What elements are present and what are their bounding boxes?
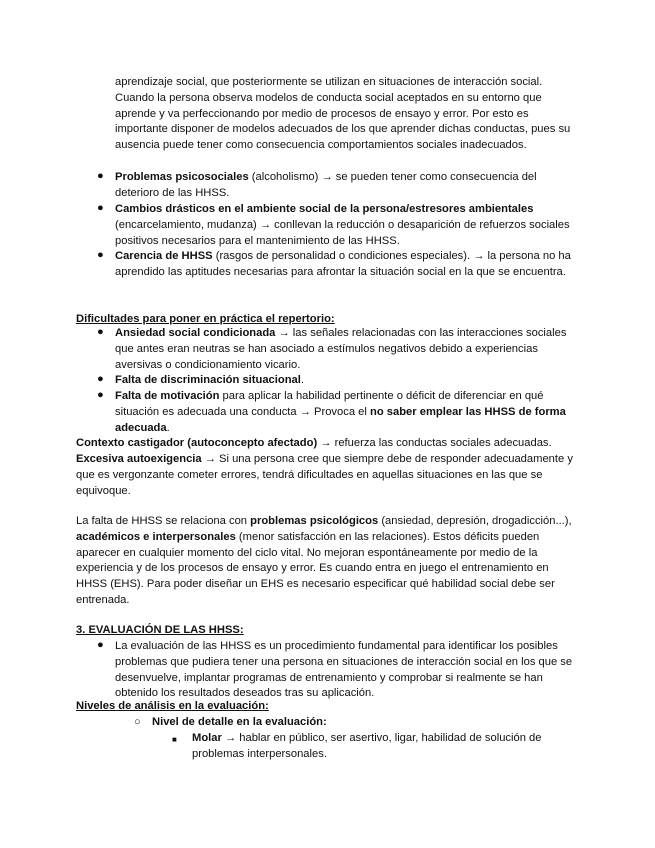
difficulty-text: → las señales relacionadas con las interacciones sociales que antes eran neutras se han asociado a estímulos negativos debido a experiencias aversivas o condicionamiento vicario. bbox=[115, 327, 567, 371]
difficulty-text: para aplicar la habilidad pertinente o déficit de diferenciar en qué situación es adecuada una conducta → Provoca el bbox=[115, 390, 544, 418]
cause-text: (alcoholismo) → se pueden tener como consecuencia del deterioro de las HHSS. bbox=[115, 171, 537, 199]
bullet-icon: ● bbox=[97, 202, 104, 214]
context-title: Contexto castigador (autoconcepto afectado) bbox=[76, 437, 318, 449]
self-demand-text: → Si una persona cree que siempre debe de responder adecuadamente y que es vergonzante cometer errores, tendrá dificultades en aquellas situaciones en las que se equivoque. bbox=[76, 453, 573, 497]
difficulty-text: . bbox=[166, 421, 170, 434]
body-emphasis: problemas psicológicos bbox=[250, 515, 379, 527]
cause-item bbox=[97, 170, 575, 202]
detail-level bbox=[152, 715, 327, 731]
detail-level-title: Nivel de detalle en la evaluación: bbox=[152, 716, 327, 728]
difficulty-item bbox=[97, 389, 575, 436]
difficulty-emphasis: no saber emplear las HHSS de forma adecuada bbox=[115, 405, 566, 434]
section-3-bullet bbox=[97, 639, 575, 702]
intro-paragraph: aprendizaje social, que posteriormente se utilizan en situaciones de interacción social. Cuando la persona observa modelos de conducta social aceptados en su entorno que aprende y va perfeccionando por medio de procesos de ensayo y error. Por esto es importante disponer de modelos adecuados de los que aprender dichas conductas, pues su ausencia puede tener como consecuencia comportamientos sociales inadecuados. bbox=[115, 76, 571, 152]
cause-title: Problemas psicosociales bbox=[115, 171, 249, 183]
self-demand-title: Excesiva autoexigencia bbox=[76, 453, 202, 465]
bullet-icon: ● bbox=[97, 249, 104, 261]
difficulty-title: Falta de discriminación situacional bbox=[115, 374, 301, 386]
cause-title: Carencia de HHSS bbox=[115, 250, 213, 262]
self-demand-paragraph bbox=[76, 452, 576, 499]
body-emphasis: académicos e interpersonales bbox=[76, 530, 236, 543]
section-3-heading: 3. EVALUACIÓN DE LAS HHSS: bbox=[76, 624, 244, 636]
difficulty-item bbox=[97, 326, 575, 373]
difficulty-text: . bbox=[300, 374, 304, 386]
cause-item bbox=[97, 249, 575, 281]
cause-text: (rasgos de personalidad o condiciones especiales). → la persona no ha aprendido las aptitudes necesarias para afrontar la situación social en la que se encuentra. bbox=[115, 250, 571, 278]
difficulty-title: Ansiedad social condicionada bbox=[115, 327, 276, 339]
levels-heading: Niveles de análisis en la evaluación: bbox=[76, 700, 269, 712]
context-text: → refuerza las conductas sociales adecuadas. bbox=[317, 437, 552, 449]
molar-text: → hablar en público, ser asertivo, ligar, habilidad de solución de problemas interpersonales. bbox=[192, 732, 542, 760]
body-text: (menor satisfacción en las relaciones). Estos déficits pueden aparecer en cualquier momento del ciclo vital. No mejoran espontáneamente por medio de la experiencia y de los procesos de ensayo y error. Es cuando entra en juego el entrenamiento en HHSS (EHS). Para poder diseñar un EHS es necesario especificar qué habilidad social debe ser entrenada. bbox=[76, 530, 555, 606]
relation-paragraph bbox=[76, 514, 576, 609]
bullet-icon: ● bbox=[97, 389, 104, 401]
cause-item bbox=[97, 202, 575, 249]
cause-title: Cambios drásticos en el ambiente social de la persona/estresores ambientales bbox=[115, 203, 534, 215]
bullet-icon: ● bbox=[97, 326, 104, 338]
bullet-icon: ● bbox=[97, 639, 104, 651]
section-3-text: La evaluación de las HHSS es un procedimiento fundamental para identificar los posibles problemas que pudiera tener una persona en situaciones de interacción social en los que se desenvuelve, implantar programas de entrenamiento y comprobar si realmente se han obtenido los resultados deseados tras su aplicación. bbox=[115, 640, 573, 700]
body-text: (ansiedad, depresión, drogadicción...), bbox=[378, 515, 572, 527]
difficulties-heading: Dificultades para poner en práctica el repertorio: bbox=[76, 313, 335, 325]
difficulty-title: Falta de motivación bbox=[115, 390, 220, 402]
square-bullet-icon: ■ bbox=[172, 735, 177, 744]
molar-item bbox=[192, 731, 572, 763]
molar-title: Molar bbox=[192, 732, 222, 744]
cause-text: (encarcelamiento, mudanza) → conllevan la reducción o desaparición de refuerzos sociales positivos necesarios para el mantenimiento de las HHSS. bbox=[115, 218, 570, 247]
bullet-icon: ● bbox=[97, 170, 104, 182]
body-text: La falta de HHSS se relaciona con bbox=[76, 515, 251, 527]
bullet-icon: ● bbox=[97, 373, 104, 385]
context-paragraph bbox=[76, 436, 576, 452]
difficulty-item bbox=[97, 373, 575, 389]
circle-bullet-icon: ○ bbox=[134, 716, 141, 728]
